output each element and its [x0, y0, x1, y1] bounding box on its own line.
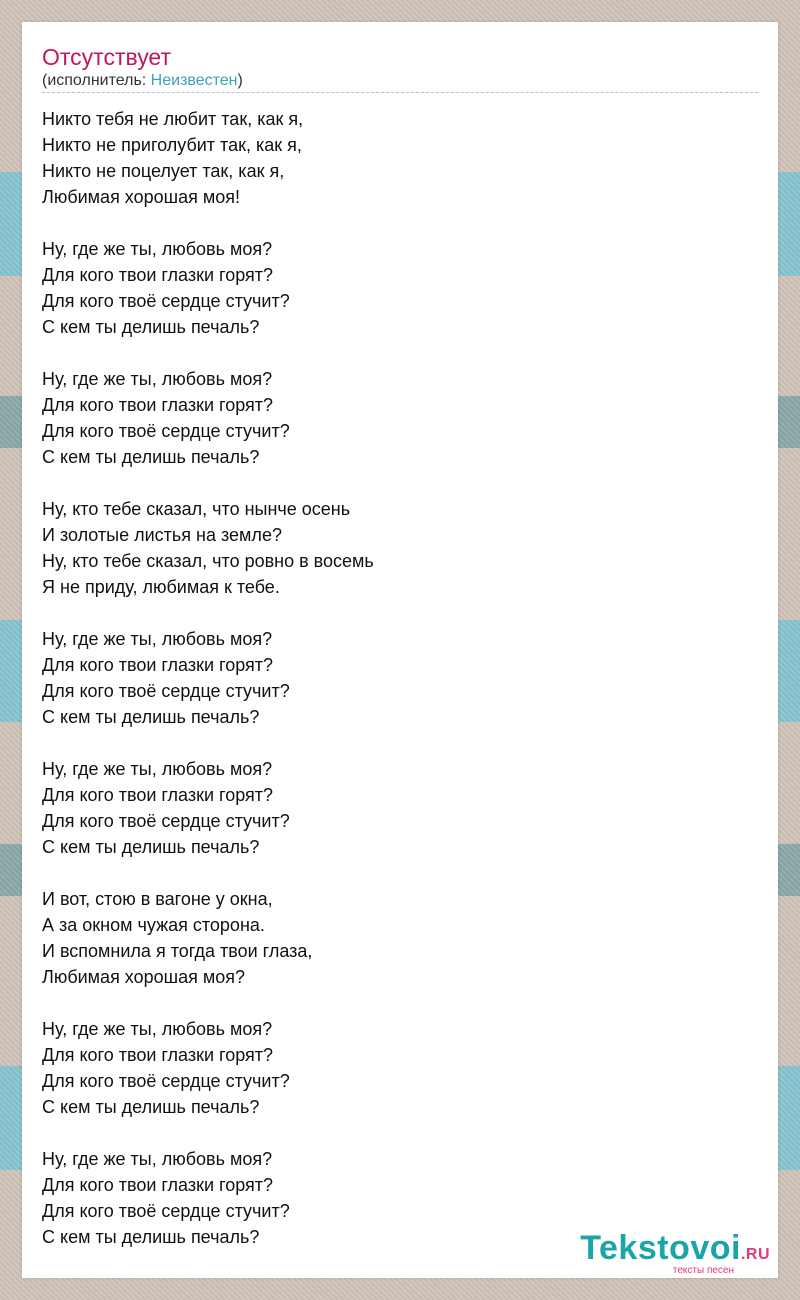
lyrics-line: Никто тебя не любит так, как я, — [42, 109, 304, 129]
lyrics-line: Для кого твоё сердце стучит? — [42, 1071, 290, 1091]
lyrics-line: С кем ты делишь печаль? — [42, 837, 260, 857]
lyrics-stanza — [42, 1146, 374, 1250]
lyrics-line: Любимая хорошая моя! — [42, 187, 240, 207]
performer-prefix: (исполнитель: — [42, 72, 151, 89]
lyrics-line: Для кого твои глазки горят? — [42, 265, 274, 285]
lyrics-stanza — [42, 366, 374, 470]
lyrics-line: А за окном чужая сторона. — [42, 915, 265, 935]
lyrics-card — [22, 22, 778, 1278]
lyrics-line: С кем ты делишь печаль? — [42, 317, 260, 337]
lyrics-line: С кем ты делишь печаль? — [42, 1097, 260, 1117]
lyrics-line: С кем ты делишь печаль? — [42, 707, 260, 727]
lyrics-line: Ну, где же ты, любовь моя? — [42, 1149, 273, 1169]
lyrics-line: Ну, где же ты, любовь моя? — [42, 759, 273, 779]
lyrics-line: И вспомнила я тогда твои глаза, — [42, 941, 313, 961]
lyrics-line: Ну, кто тебе сказал, что нынче осень — [42, 499, 351, 519]
lyrics-line: Ну, где же ты, любовь моя? — [42, 629, 273, 649]
lyrics-stanza — [42, 106, 374, 210]
lyrics-stanza — [42, 1016, 374, 1120]
lyrics-line: Никто не поцелует так, как я, — [42, 161, 285, 181]
lyrics-stanza — [42, 886, 374, 990]
performer-line — [42, 72, 243, 90]
lyrics-line: Для кого твои глазки горят? — [42, 785, 274, 805]
lyrics-line: И вот, стою в вагоне у окна, — [42, 889, 273, 909]
lyrics-line: Любимая хорошая моя? — [42, 967, 245, 987]
lyrics-line: С кем ты делишь печаль? — [42, 1227, 260, 1247]
logo-wordmark: Tekstovoi — [580, 1229, 741, 1267]
lyrics-line: С кем ты делишь печаль? — [42, 447, 260, 467]
logo-tld: .RU — [740, 1246, 770, 1263]
lyrics-line: Для кого твои глазки горят? — [42, 1045, 274, 1065]
lyrics-line: Для кого твоё сердце стучит? — [42, 421, 290, 441]
logo-tagline: тексты песен — [672, 1265, 734, 1276]
lyrics-line: Для кого твоё сердце стучит? — [42, 291, 290, 311]
lyrics-line: Для кого твоё сердце стучит? — [42, 811, 290, 831]
lyrics-text — [42, 106, 374, 1276]
lyrics-stanza — [42, 236, 374, 340]
lyrics-line: Ну, кто тебе сказал, что ровно в восемь — [42, 551, 374, 571]
song-title: Отсутствует — [42, 44, 171, 70]
performer-suffix: ) — [237, 72, 243, 89]
lyrics-line: Для кого твоё сердце стучит? — [42, 1201, 290, 1221]
lyrics-line: Ну, где же ты, любовь моя? — [42, 1019, 273, 1039]
lyrics-line: И золотые листья на земле? — [42, 525, 282, 545]
lyrics-line: Ну, где же ты, любовь моя? — [42, 369, 273, 389]
lyrics-line: Для кого твои глазки горят? — [42, 655, 274, 675]
lyrics-line: Для кого твои глазки горят? — [42, 395, 274, 415]
lyrics-line: Для кого твоё сердце стучит? — [42, 681, 290, 701]
lyrics-line: Никто не приголубит так, как я, — [42, 135, 302, 155]
lyrics-stanza — [42, 496, 374, 600]
lyrics-stanza — [42, 756, 374, 860]
lyrics-line: Для кого твои глазки горят? — [42, 1175, 274, 1195]
lyrics-stanza — [42, 626, 374, 730]
title-divider — [42, 92, 758, 93]
lyrics-line: Ну, где же ты, любовь моя? — [42, 239, 273, 259]
performer-link[interactable]: Неизвестен — [150, 72, 238, 89]
site-logo[interactable] — [580, 1229, 770, 1276]
lyrics-line: Я не приду, любимая к тебе. — [42, 577, 280, 597]
